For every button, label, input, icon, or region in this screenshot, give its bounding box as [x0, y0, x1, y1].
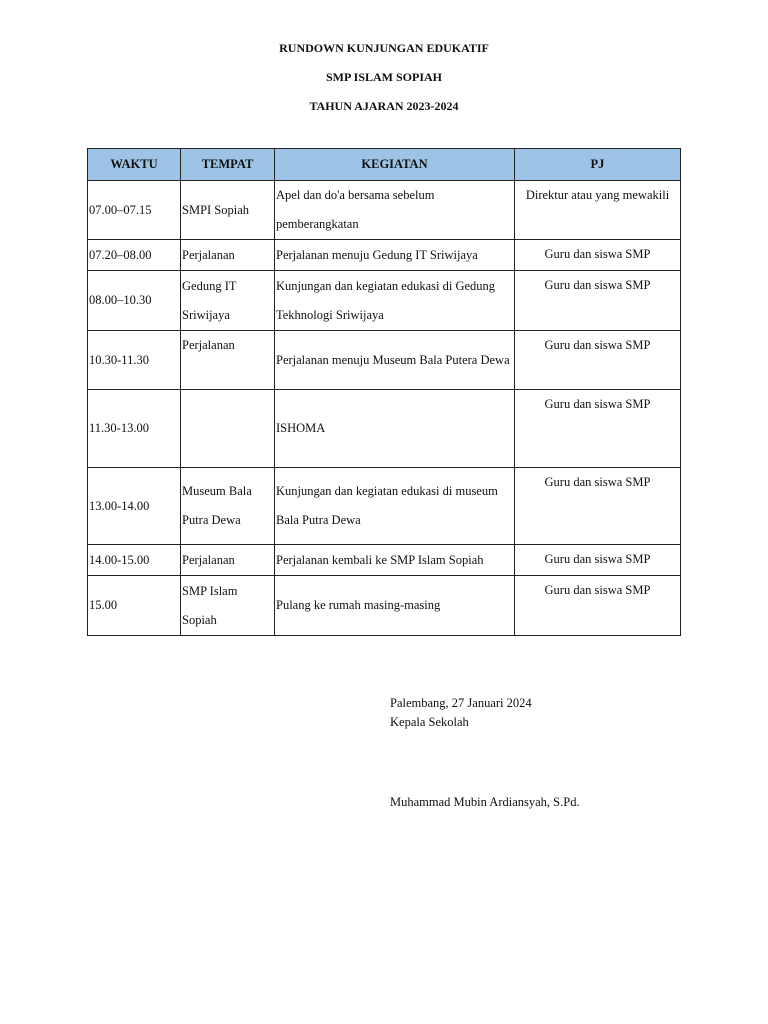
cell-pj: Guru dan siswa SMP — [515, 331, 681, 390]
cell-waktu: 11.30-13.00 — [88, 390, 181, 468]
document-title: RUNDOWN KUNJUNGAN EDUKATIF — [279, 41, 489, 55]
table-row — [88, 468, 681, 545]
cell-pj: Guru dan siswa SMP — [515, 576, 681, 636]
cell-tempat: Gedung IT Sriwijaya — [181, 271, 275, 331]
cell-waktu: 07.20–08.00 — [88, 240, 181, 271]
cell-waktu: 14.00-15.00 — [88, 545, 181, 576]
cell-tempat: SMP Islam Sopiah — [181, 576, 275, 636]
cell-pj: Guru dan siswa SMP — [515, 468, 681, 545]
cell-kegiatan: Pulang ke rumah masing-masing — [275, 576, 515, 636]
column-header-pj: PJ — [515, 149, 681, 181]
column-header-tempat: TEMPAT — [181, 149, 275, 181]
table-row — [88, 390, 681, 468]
table-row — [88, 271, 681, 331]
column-header-kegiatan: KEGIATAN — [275, 149, 515, 181]
cell-pj: Guru dan siswa SMP — [515, 390, 681, 468]
cell-kegiatan: Perjalanan kembali ke SMP Islam Sopiah — [275, 545, 515, 576]
cell-kegiatan: Apel dan do'a bersama sebelum pemberangkatan — [275, 181, 515, 240]
signature-place-date: Palembang, 27 Januari 2024 — [390, 696, 532, 710]
table-row — [88, 331, 681, 390]
signature-name: Muhammad Mubin Ardiansyah, S.Pd. — [390, 795, 580, 809]
rundown-table — [87, 148, 681, 636]
cell-kegiatan: Kunjungan dan kegiatan edukasi di Gedung Tekhnologi Sriwijaya — [275, 271, 515, 331]
cell-pj: Guru dan siswa SMP — [515, 271, 681, 331]
signature-role: Kepala Sekolah — [390, 715, 469, 729]
cell-waktu: 15.00 — [88, 576, 181, 636]
table-row — [88, 545, 681, 576]
cell-tempat — [181, 390, 275, 468]
cell-tempat: Perjalanan — [181, 545, 275, 576]
cell-tempat: Museum Bala Putra Dewa — [181, 468, 275, 545]
table-row — [88, 181, 681, 240]
cell-tempat: Perjalanan — [181, 331, 275, 390]
cell-pj: Guru dan siswa SMP — [515, 240, 681, 271]
cell-kegiatan: Perjalanan menuju Museum Bala Putera Dewa — [275, 331, 515, 390]
cell-pj: Direktur atau yang mewakili — [515, 181, 681, 240]
cell-kegiatan: ISHOMA — [275, 390, 515, 468]
column-header-waktu: WAKTU — [88, 149, 181, 181]
school-name: SMP ISLAM SOPIAH — [325, 70, 442, 84]
cell-waktu: 07.00–07.15 — [88, 181, 181, 240]
cell-waktu: 08.00–10.30 — [88, 271, 181, 331]
cell-pj: Guru dan siswa SMP — [515, 545, 681, 576]
cell-waktu: 13.00-14.00 — [88, 468, 181, 545]
table-row — [88, 576, 681, 636]
table-row — [88, 240, 681, 271]
cell-kegiatan: Perjalanan menuju Gedung IT Sriwijaya — [275, 240, 515, 271]
cell-waktu: 10.30-11.30 — [88, 331, 181, 390]
table-header-row — [88, 149, 681, 181]
cell-kegiatan: Kunjungan dan kegiatan edukasi di museum Bala Putra Dewa — [275, 468, 515, 545]
academic-year: TAHUN AJARAN 2023-2024 — [309, 99, 459, 113]
cell-tempat: SMPI Sopiah — [181, 181, 275, 240]
cell-tempat: Perjalanan — [181, 240, 275, 271]
